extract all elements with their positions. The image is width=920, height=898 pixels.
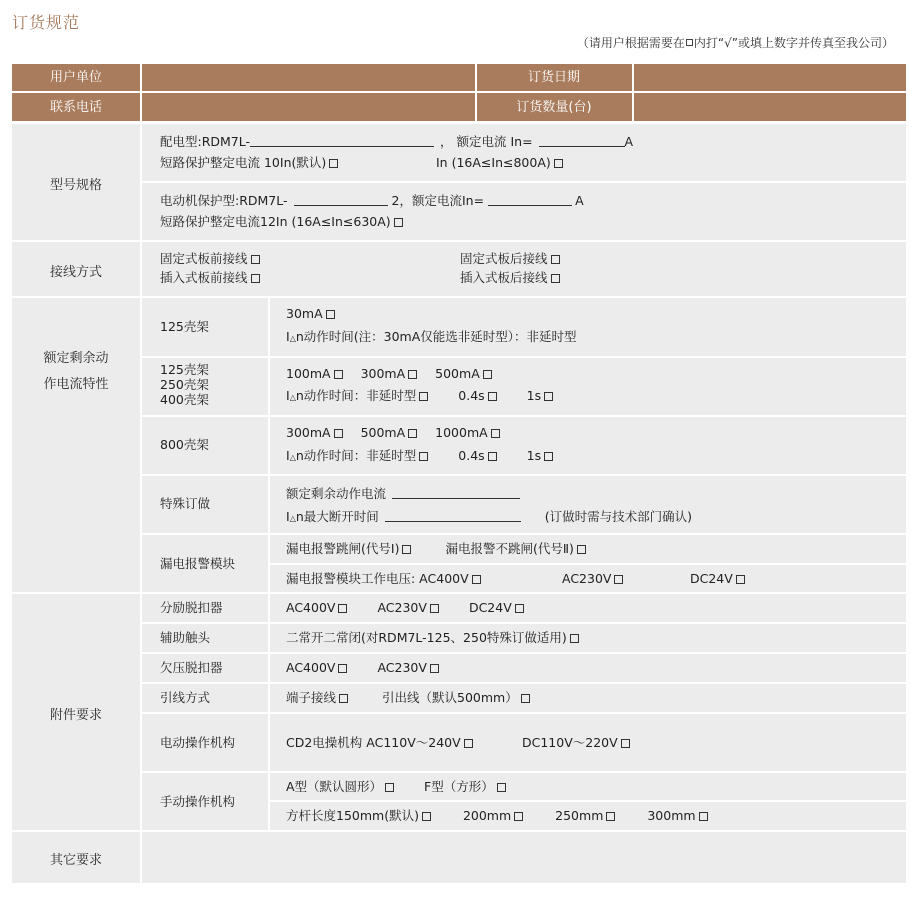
checkbox[interactable] bbox=[408, 370, 417, 379]
short-circuit-line-1: 短路保护整定电流 10In(默认) bbox=[160, 155, 338, 171]
checkbox[interactable] bbox=[497, 783, 506, 792]
model-number-blank[interactable] bbox=[250, 134, 434, 147]
checkbox[interactable] bbox=[736, 575, 745, 584]
shunt-options: AC400V AC230V DC24V bbox=[286, 600, 524, 616]
short-circuit-line-2: 短路保护整定电流12In (16A≤In≤630A) bbox=[160, 214, 403, 230]
wiring-option-1: 固定式板前接线 bbox=[160, 251, 260, 267]
order-date-label: 订货日期 bbox=[527, 70, 580, 85]
checkbox[interactable] bbox=[614, 575, 623, 584]
checkbox[interactable] bbox=[621, 739, 630, 748]
shunt-release-label: 分励脱扣器 bbox=[160, 600, 223, 615]
distribution-model-line: 配电型:RDM7L- ， 额定电流 In= A bbox=[160, 134, 634, 149]
manual-operator-options: A型（默认圆形） F型（方形） bbox=[286, 779, 506, 795]
alarm-voltage-ac230: AC230V bbox=[562, 571, 623, 587]
user-unit-field[interactable] bbox=[142, 64, 474, 91]
alarm-module-label: 漏电报警模块 bbox=[160, 556, 236, 571]
special-break-time: I△n最大断开时间 (订做时需与技术部门确认) bbox=[286, 509, 693, 524]
rod-length-options: 方杆长度150mm(默认) 200mm 250mm 300mm bbox=[286, 808, 708, 824]
motor-current-blank[interactable] bbox=[488, 193, 572, 206]
checkbox[interactable] bbox=[554, 159, 563, 168]
wiring-label: 接线方式 bbox=[49, 265, 102, 280]
checkbox[interactable] bbox=[544, 452, 553, 461]
undervoltage-options: AC400V AC230V bbox=[286, 660, 439, 676]
checkbox[interactable] bbox=[251, 255, 260, 264]
residual-currents-row-1: 100mA 300mA 500mA bbox=[286, 366, 492, 382]
aux-contact-label: 辅助触头 bbox=[160, 630, 211, 645]
residual-label: 额定剩余动 作电流特性 bbox=[43, 351, 109, 392]
order-qty-label: 订货数量(台) bbox=[516, 100, 592, 115]
checkbox[interactable] bbox=[338, 664, 347, 673]
checkbox[interactable] bbox=[422, 812, 431, 821]
rated-current-blank[interactable] bbox=[539, 134, 625, 147]
checkbox[interactable] bbox=[408, 429, 417, 438]
checkbox-icon bbox=[686, 39, 693, 46]
checkbox[interactable] bbox=[334, 370, 343, 379]
special-time-blank[interactable] bbox=[385, 509, 521, 522]
checkbox[interactable] bbox=[251, 274, 260, 283]
wiring-option-2: 固定式板后接线 bbox=[460, 251, 560, 267]
checkbox[interactable] bbox=[551, 255, 560, 264]
checkbox[interactable] bbox=[570, 634, 579, 643]
checkbox[interactable] bbox=[338, 604, 347, 613]
checkbox[interactable] bbox=[488, 452, 497, 461]
residual-time-row-1: I△n动作时间：非延时型 0.4s 1s bbox=[286, 388, 553, 406]
alarm-voltage-row: 漏电报警模块工作电压: AC400V bbox=[286, 571, 481, 587]
short-circuit-in-option: In (16A≤In≤800A) bbox=[436, 155, 563, 171]
residual-currents-row-2: 300mA 500mA 1000mA bbox=[286, 425, 500, 441]
residual-30ma-option: 30mA bbox=[286, 306, 335, 322]
checkbox[interactable] bbox=[339, 694, 348, 703]
checkbox[interactable] bbox=[419, 452, 428, 461]
checkbox[interactable] bbox=[514, 812, 523, 821]
checkbox[interactable] bbox=[385, 783, 394, 792]
frames-multi-label: 125壳架 250壳架 400壳架 bbox=[160, 362, 209, 407]
other-requirements-field[interactable] bbox=[142, 832, 906, 883]
checkbox[interactable] bbox=[483, 370, 492, 379]
motor-model-blank[interactable] bbox=[294, 193, 388, 206]
frame-125-label: 125壳架 bbox=[160, 319, 209, 334]
checkbox[interactable] bbox=[521, 694, 530, 703]
checkbox[interactable] bbox=[491, 429, 500, 438]
frame-800-label: 800壳架 bbox=[160, 437, 209, 452]
page-title: 订货规范 bbox=[12, 13, 81, 32]
aux-contact-option: 二常开二常闭(对RDM7L-125、250特殊订做适用) bbox=[286, 630, 579, 646]
checkbox[interactable] bbox=[544, 392, 553, 401]
order-date-field[interactable] bbox=[634, 64, 906, 91]
checkbox[interactable] bbox=[430, 664, 439, 673]
checkbox[interactable] bbox=[577, 545, 586, 554]
lead-method-options: 端子接线 引出线（默认500mm） bbox=[286, 690, 530, 706]
motor-operator-option-2: DC110V～220V bbox=[522, 735, 630, 751]
checkbox[interactable] bbox=[515, 604, 524, 613]
model-label: 型号规格 bbox=[49, 178, 102, 193]
contact-phone-field[interactable] bbox=[142, 94, 474, 121]
lead-method-label: 引线方式 bbox=[160, 690, 211, 705]
checkbox[interactable] bbox=[334, 429, 343, 438]
residual-time-note: I△n动作时间(注：30mA仅能选非延时型）：非延时型 bbox=[286, 329, 577, 344]
alarm-voltage-dc24: DC24V bbox=[690, 571, 745, 587]
checkbox[interactable] bbox=[464, 739, 473, 748]
manual-operator-label: 手动操作机构 bbox=[160, 794, 236, 809]
checkbox[interactable] bbox=[394, 218, 403, 227]
contact-phone-label: 联系电话 bbox=[49, 100, 102, 115]
order-qty-field[interactable] bbox=[634, 94, 906, 121]
other-requirements-label: 其它要求 bbox=[49, 853, 102, 868]
checkbox[interactable] bbox=[472, 575, 481, 584]
motor-operator-label: 电动操作机构 bbox=[160, 735, 236, 750]
special-order-label: 特殊订做 bbox=[160, 496, 211, 511]
undervoltage-label: 欠压脱扣器 bbox=[160, 660, 223, 675]
special-current-blank[interactable] bbox=[392, 486, 520, 499]
checkbox[interactable] bbox=[419, 392, 428, 401]
checkbox[interactable] bbox=[326, 310, 335, 319]
checkbox[interactable] bbox=[329, 159, 338, 168]
wiring-option-4: 插入式板后接线 bbox=[460, 270, 560, 286]
checkbox[interactable] bbox=[488, 392, 497, 401]
residual-time-row-2: I△n动作时间：非延时型 0.4s 1s bbox=[286, 448, 553, 466]
instruction-note: （请用户根据需要在 内打“√”或填上数字并传真至我公司） bbox=[576, 36, 894, 50]
user-unit-label: 用户单位 bbox=[49, 70, 102, 85]
checkbox[interactable] bbox=[699, 812, 708, 821]
motor-model-line: 电动机保护型:RDM7L- 2，额定电流In= A bbox=[160, 193, 584, 208]
alarm-options-row: 漏电报警跳闸(代号Ⅰ) 漏电报警不跳闸(代号Ⅱ) bbox=[286, 541, 586, 557]
checkbox[interactable] bbox=[606, 812, 615, 821]
checkbox[interactable] bbox=[551, 274, 560, 283]
checkbox[interactable] bbox=[430, 604, 439, 613]
accessories-label: 附件要求 bbox=[49, 708, 102, 723]
form-body bbox=[12, 124, 906, 883]
special-residual-current: 额定剩余动作电流 bbox=[286, 486, 520, 502]
wiring-option-3: 插入式板前接线 bbox=[160, 270, 260, 286]
motor-operator-option-1: CD2电操机构 AC110V～240V bbox=[286, 735, 473, 751]
checkbox[interactable] bbox=[402, 545, 411, 554]
